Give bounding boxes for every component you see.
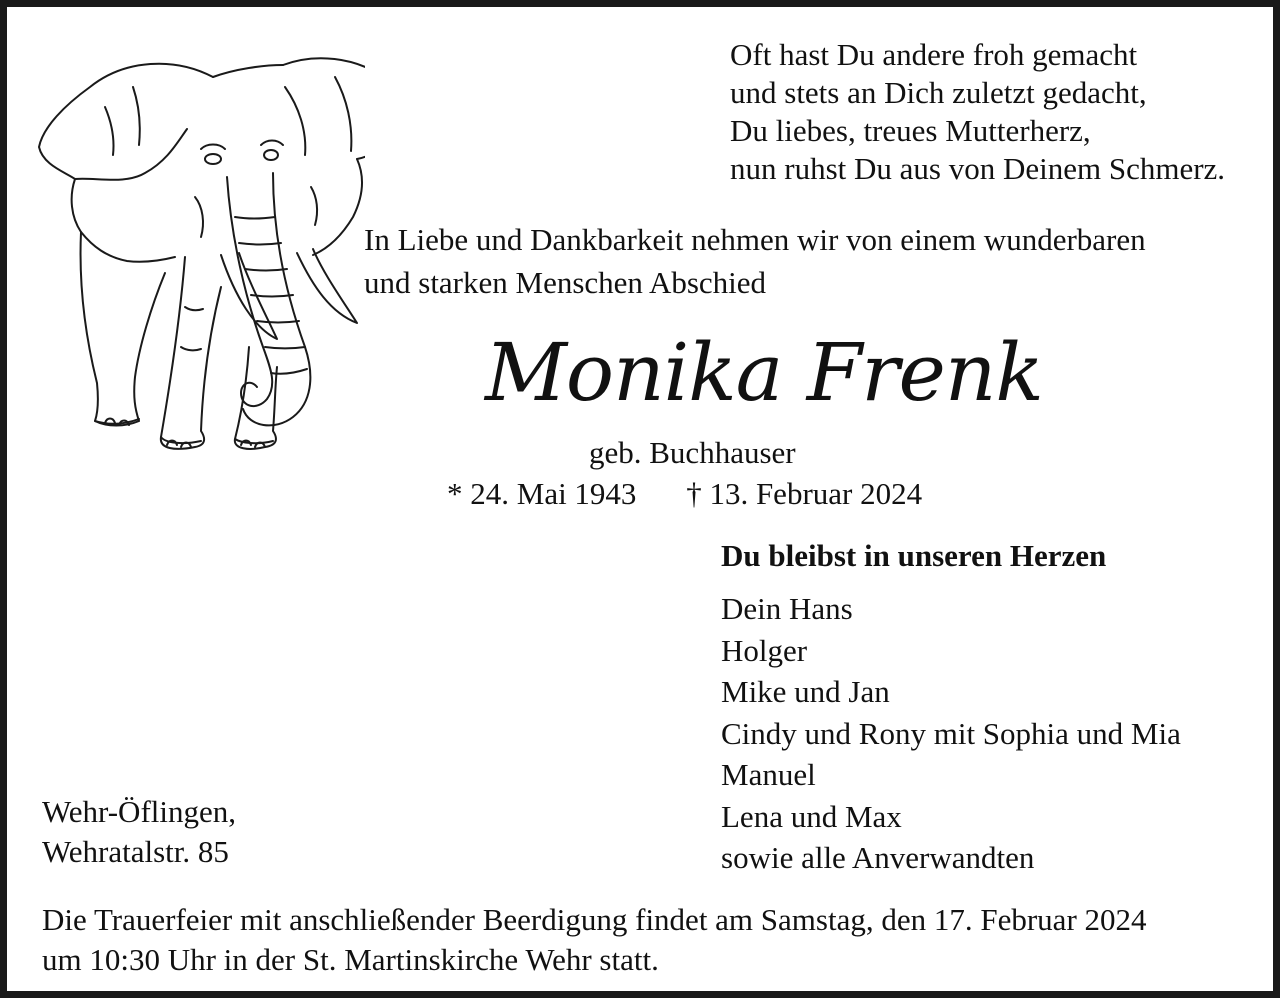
intro-text — [364, 218, 1146, 304]
address — [42, 792, 236, 872]
poem-line: und stets an Dich zuletzt gedacht, — [730, 75, 1147, 110]
poem — [730, 36, 1225, 188]
family-member: Dein Hans — [721, 591, 853, 626]
death-date: † 13. Februar 2024 — [686, 476, 923, 511]
service-info — [42, 900, 1147, 980]
poem-line: nun ruhst Du aus von Deinem Schmerz. — [730, 151, 1226, 186]
family-member: Mike und Jan — [721, 674, 890, 709]
family-member: Manuel — [721, 757, 816, 792]
family-list — [721, 588, 1181, 879]
family-member: sowie alle Anverwandten — [721, 840, 1035, 875]
life-dates — [447, 475, 922, 513]
service-line: um 10:30 Uhr in der St. Martinskirche Wehr statt. — [42, 942, 659, 977]
address-line: Wehr-Öflingen, — [42, 794, 237, 829]
intro-line: und starken Menschen Abschied — [364, 265, 767, 300]
family-member: Cindy und Rony mit Sophia und Mia — [721, 715, 1181, 751]
address-line: Wehratalstr. 85 — [42, 834, 229, 869]
maiden-name: geb. Buchhauser — [589, 435, 796, 470]
birth-date: * 24. Mai 1943 — [447, 476, 637, 511]
deceased-name: Monika Frenk — [485, 326, 1043, 419]
poem-line: Oft hast Du andere froh gemacht — [730, 37, 1138, 72]
elephant-icon — [35, 47, 365, 457]
poem-line: Du liebes, treues Mutterherz, — [730, 113, 1091, 148]
family-member: Lena und Max — [721, 798, 902, 834]
intro-line: In Liebe und Dankbarkeit nehmen wir von einem wunderbaren — [364, 222, 1146, 257]
farewell-heading: Du bleibst in unseren Herzen — [721, 538, 1107, 573]
family-member: Holger — [721, 632, 808, 668]
service-line: Die Trauerfeier mit anschließender Beerdigung findet am Samstag, den 17. Februar 2024 — [42, 902, 1147, 937]
